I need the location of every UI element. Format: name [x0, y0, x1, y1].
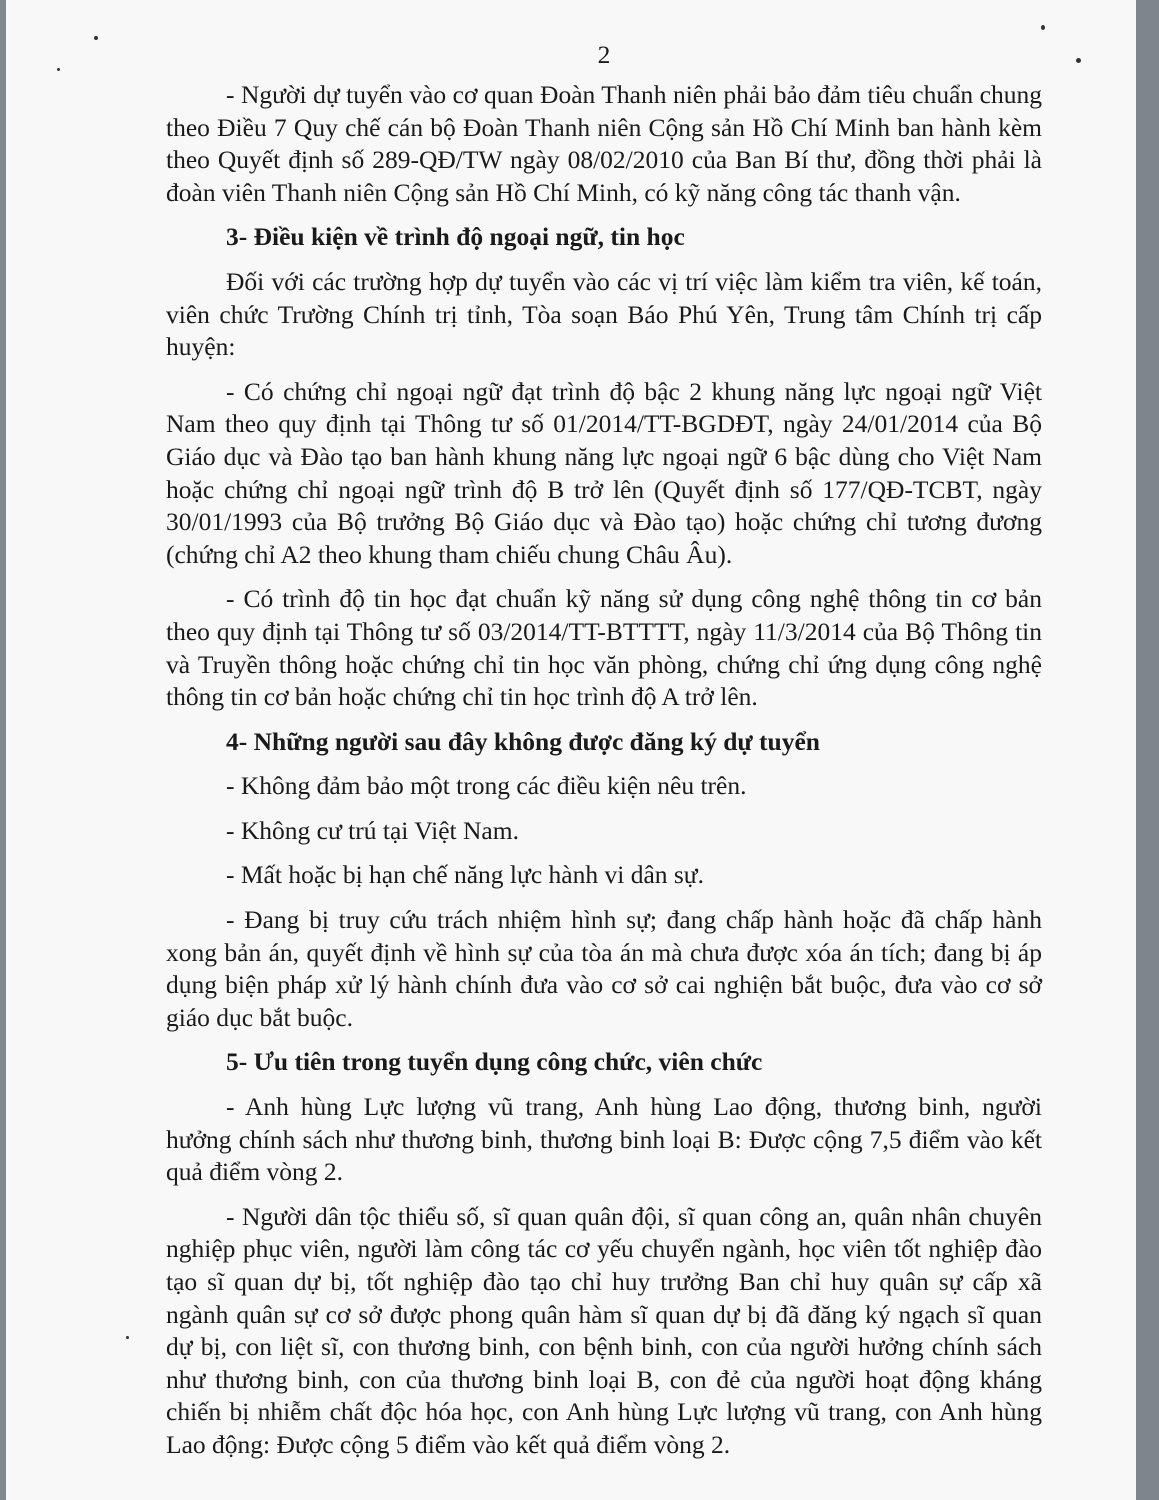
scan-speck: [126, 1336, 129, 1339]
heading-section-5: 5- Ưu tiên trong tuyển dụng công chức, viên chức: [226, 1047, 763, 1077]
scan-speck: [57, 68, 60, 71]
paragraph-doan-thanh-nien: - Người dự tuyển vào cơ quan Đoàn Thanh niên phải bảo đảm tiêu chuẩn chung theo Điều 7 Quy chế cán bộ Đoàn Thanh niên Cộng sản Hồ Chí Minh ban hành kèm theo Quyết định số 289-QĐ/TW ngày 08/02/2010 của Ban Bí thư, đồng thời phải là đoàn viên Thanh niên Cộng sản Hồ Chí Minh, có kỹ năng công tác thanh vận.: [166, 80, 1042, 207]
paragraph-exclusion-1: - Không đảm bảo một trong các điều kiện nêu trên.: [226, 771, 747, 801]
paragraph-priority-7-5: - Anh hùng Lực lượng vũ trang, Anh hùng Lao động, thương binh, người hưởng chính sách như thương binh, thương binh loại B: Được cộng 7,5 điểm vào kết quả điểm vòng 2.: [166, 1092, 1042, 1187]
paragraph-exclusion-3: - Mất hoặc bị hạn chế năng lực hành vi dân sự.: [226, 860, 705, 890]
paragraph-foreign-language: - Có chứng chỉ ngoại ngữ đạt trình độ bậc 2 khung năng lực ngoại ngữ Việt Nam theo quy định tại Thông tư số 01/2014/TT-BGDĐT, ngày 24/01/2014 của Bộ Giáo dục và Đào tạo ban hành khung năng lực ngoại ngữ 6 bậc dùng cho Việt Nam hoặc chứng chỉ ngoại ngữ trình độ B trở lên (Quyết định số 177/QĐ-TCBT, ngày 30/01/1993 của Bộ trưởng Bộ Giáo dục và Đào tạo) hoặc chứng chỉ tương đương (chứng chỉ A2 theo khung tham chiếu chung Châu Âu).: [166, 376, 1042, 569]
scan-speck: [1041, 25, 1045, 30]
scan-speck: [1076, 58, 1081, 63]
paragraph-eligible-positions: Đối với các trường hợp dự tuyển vào các vị trí việc làm kiểm tra viên, kế toán, viên chức Trường Chính trị tỉnh, Tòa soạn Báo Phú Yên, Trung tâm Chính trị cấp huyện:: [166, 266, 1042, 362]
document-body: [166, 38, 1042, 1462]
paragraph-exclusion-4: - Đang bị truy cứu trách nhiệm hình sự; đang chấp hành hoặc đã chấp hành xong bản án, quyết định về hình sự của tòa án mà chưa được xóa án tích; đang bị áp dụng biện pháp xử lý hành chính đưa vào cơ sở cai nghiện bắt buộc, đưa vào cơ sở giáo dục bắt buộc.: [166, 905, 1042, 1032]
heading-section-4: 4- Những người sau đây không được đăng ký dự tuyển: [226, 726, 820, 756]
page-number: 2: [597, 40, 611, 69]
scan-speck: [94, 36, 98, 40]
paragraph-it-skills: - Có trình độ tin học đạt chuẩn kỹ năng sử dụng công nghệ thông tin cơ bản theo quy định tại Thông tư số 03/2014/TT-BTTTT, ngày 11/3/2014 của Bộ Thông tin và Truyền thông hoặc chứng chỉ tin học văn phòng, chứng chỉ ứng dụng công nghệ thông tin cơ bản hoặc chứng chỉ tin học trình độ A trở lên.: [166, 584, 1042, 712]
scan-edge-right: [1136, 0, 1159, 1500]
heading-section-3: 3- Điều kiện về trình độ ngoại ngữ, tin học: [226, 222, 685, 252]
paragraph-exclusion-2: - Không cư trú tại Việt Nam.: [226, 815, 519, 845]
paragraph-priority-5: - Người dân tộc thiểu số, sĩ quan quân đội, sĩ quan công an, quân nhân chuyên nghiệp phục viên, người làm công tác cơ yếu chuyển ngành, học viên tốt nghiệp đào tạo sĩ quan dự bị, tốt nghiệp đào tạo chỉ huy trưởng Ban chỉ huy quân sự cấp xã ngành quân sự cơ sở được phong quân hàm sĩ quan dự bị đã đăng ký ngạch sĩ quan dự bị, con liệt sĩ, con thương binh, con bệnh binh, con của người hưởng chính sách như thương binh, con của thương binh loại B, con đẻ của người hoạt động kháng chiến bị nhiễm chất độc hóa học, con Anh hùng Lực lượng vũ trang, con Anh hùng Lao động: Được cộng 5 điểm vào kết quả điểm vòng 2.: [166, 1201, 1042, 1459]
